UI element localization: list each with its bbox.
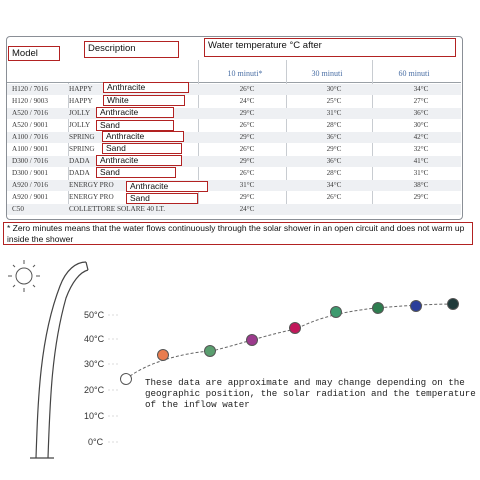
shower-column [30, 262, 88, 458]
temp-60-cell: 36°C [413, 109, 429, 117]
model-cell: A920 / 7016 [12, 181, 48, 189]
temp-10-cell: 29°C [239, 133, 255, 141]
temp-dot-dark-teal [447, 298, 459, 310]
temp-30-cell: 36°C [326, 157, 342, 165]
table-row [7, 96, 461, 107]
temp-60-cell: 34°C [413, 85, 429, 93]
temp-10-cell: 29°C [239, 193, 255, 201]
temp-dot-purple [246, 334, 258, 346]
color-label-sand: Sand [96, 167, 176, 178]
model-cell: D300 / 7016 [12, 157, 48, 165]
y-tick-50: 50°C [84, 310, 105, 320]
table-row [7, 84, 461, 95]
water-temp-header: Water temperature °C after [204, 38, 456, 57]
description-cell: HAPPY [69, 97, 93, 105]
description-cell: JOLLY [69, 121, 91, 129]
table-row [7, 120, 461, 131]
y-tick-40: 40°C [84, 334, 105, 344]
table-row [7, 204, 461, 215]
temp-30-cell: 25°C [326, 97, 342, 105]
temp-10-cell: 26°C [239, 121, 255, 129]
temp-30-cell: 30°C [326, 85, 342, 93]
temp-10-cell: 26°C [239, 169, 255, 177]
temp-60-cell: 38°C [413, 181, 429, 189]
description-header: Description [84, 41, 179, 58]
color-label-white: White [103, 95, 185, 106]
temp-10-cell: 31°C [239, 181, 255, 189]
temp-30-cell: 29°C [326, 145, 342, 153]
model-cell: D300 / 9001 [12, 169, 48, 177]
description-cell: JOLLY [69, 109, 91, 117]
temp-10-cell: 26°C [239, 145, 255, 153]
temp-60-cell: 41°C [413, 157, 429, 165]
temp-60-cell: 32°C [413, 145, 429, 153]
description-cell: COLLETTORE SOLARE 40 LT. [69, 205, 166, 213]
color-label-sand: Sand [126, 193, 198, 204]
model-cell: A100 / 9001 [12, 145, 48, 153]
temp-30-cell: 36°C [326, 133, 342, 141]
temp-60-cell: 31°C [413, 169, 429, 177]
color-label-sand: Sand [96, 120, 174, 131]
model-header: Model [8, 46, 60, 61]
temp-10-cell: 29°C [239, 157, 255, 165]
temp-dot-orange [157, 349, 169, 361]
temp-10-cell: 29°C [239, 109, 255, 117]
description-cell: HAPPY [69, 85, 93, 93]
temp-10-cell: 24°C [239, 205, 255, 213]
minutes-60-header: 60 minuti [398, 69, 430, 78]
temp-10-cell: 24°C [239, 97, 255, 105]
minutes-30-header: 30 minuti [311, 69, 343, 78]
temp-30-cell: 31°C [326, 109, 342, 117]
color-label-anthracite: Anthracite [102, 131, 184, 142]
y-tick-30: 30°C [84, 359, 105, 369]
color-label-sand: Sand [102, 143, 182, 154]
temp-dot-dark-green [372, 302, 384, 314]
model-cell: A520 / 7016 [12, 109, 48, 117]
minutes-10-header: 10 minuti* [227, 69, 263, 78]
table-row [7, 192, 461, 203]
temp-dot-white [120, 373, 132, 385]
model-cell: A920 / 9001 [12, 193, 48, 201]
temp-dot-magenta [289, 322, 301, 334]
temperature-curve [126, 304, 456, 379]
color-label-anthracite: Anthracite [126, 181, 208, 192]
temp-10-cell: 26°C [239, 85, 255, 93]
temp-dot-green [204, 345, 216, 357]
table-row [7, 144, 461, 155]
color-label-anthracite: Anthracite [103, 82, 189, 93]
description-cell: SPRING [69, 145, 95, 153]
temp-30-cell: 34°C [326, 181, 342, 189]
table-row [7, 132, 461, 143]
model-cell: A100 / 7016 [12, 133, 48, 141]
description-cell: DADA [69, 169, 90, 177]
temp-30-cell: 28°C [326, 121, 342, 129]
description-cell: ENERGY PRO [69, 181, 114, 189]
model-cell: H120 / 7016 [12, 85, 48, 93]
data-disclaimer: These data are approximate and may change depending on the geographic position, the solar radiation and the temperature of the inflow water [145, 377, 476, 410]
temp-60-cell: 30°C [413, 121, 429, 129]
temp-30-cell: 28°C [326, 169, 342, 177]
table-row [7, 168, 461, 179]
model-cell: A520 / 9001 [12, 121, 48, 129]
model-cell: C50 [12, 205, 24, 213]
temp-30-cell: 26°C [326, 193, 342, 201]
table-row [7, 180, 461, 191]
y-tick-20: 20°C [84, 385, 105, 395]
temp-dot-blue [410, 300, 422, 312]
zero-minutes-note: * Zero minutes means that the water flows continuously through the solar shower in an open circuit and does not warm up inside the shower [3, 222, 473, 245]
temp-60-cell: 27°C [413, 97, 429, 105]
header-divider [7, 82, 461, 83]
shower-illustration [0, 248, 480, 480]
y-tick-0: 0°C [88, 437, 104, 447]
color-label-anthracite: Anthracite [96, 155, 182, 166]
temp-60-cell: 29°C [413, 193, 429, 201]
temp-60-cell: 42°C [413, 133, 429, 141]
table-row [7, 156, 461, 167]
description-cell: DADA [69, 157, 90, 165]
y-tick-10: 10°C [84, 411, 105, 421]
description-cell: ENERGY PRO [69, 193, 114, 201]
description-cell: SPRING [69, 133, 95, 141]
model-cell: H120 / 9003 [12, 97, 48, 105]
table-row [7, 108, 461, 119]
color-label-anthracite: Anthracite [96, 107, 174, 118]
sun-icon [8, 260, 40, 292]
temp-dot-teal [330, 306, 342, 318]
